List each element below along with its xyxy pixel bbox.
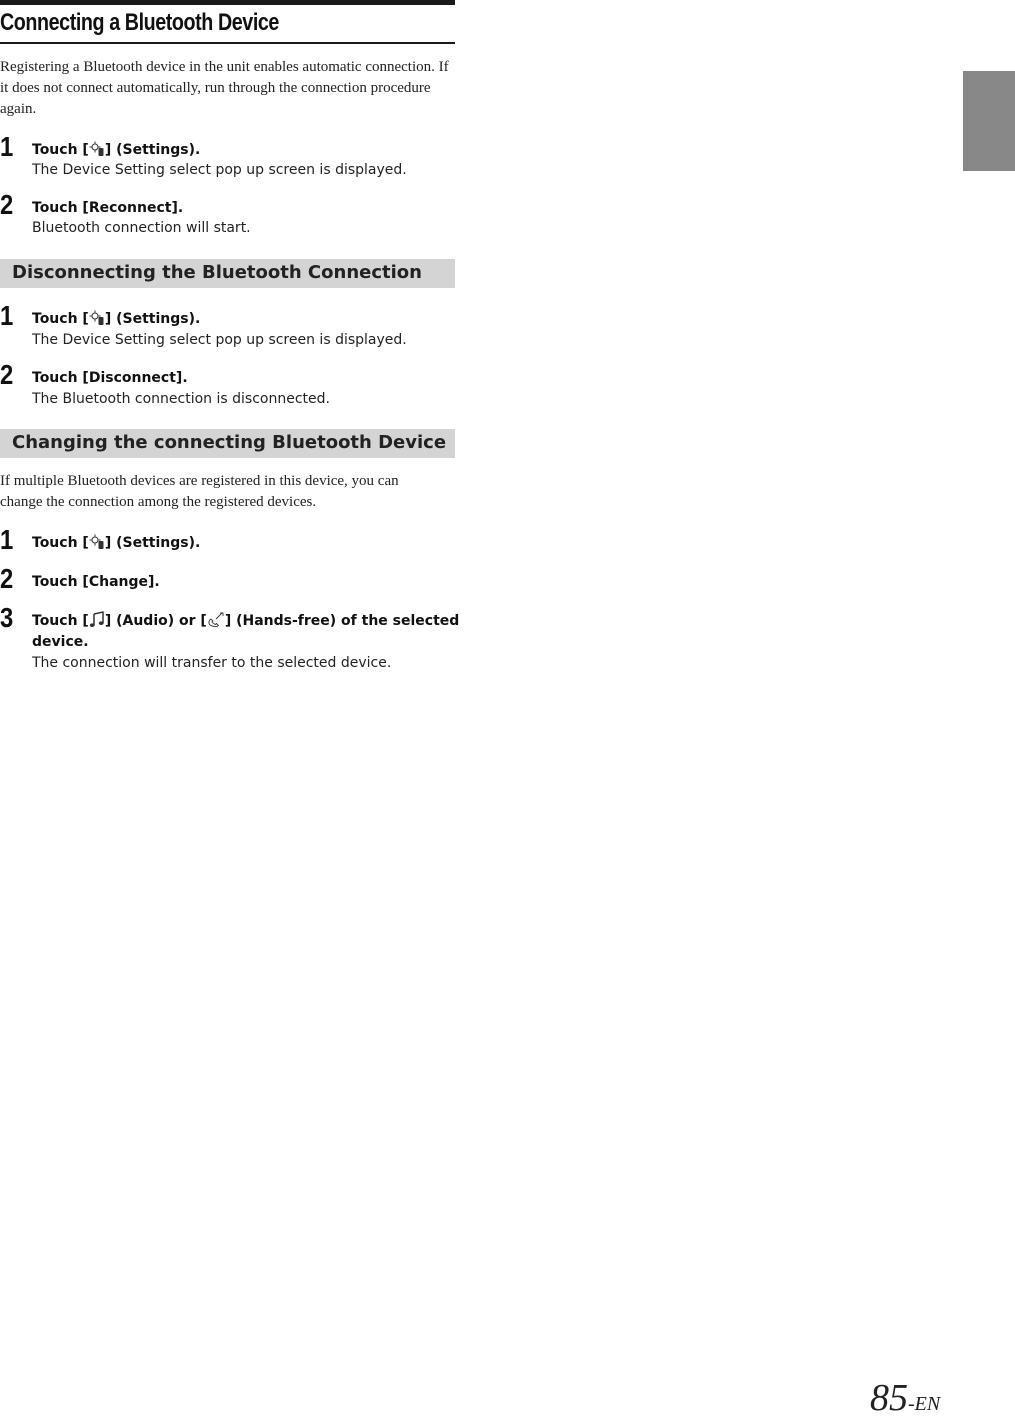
step-description: The Device Setting select pop up screen is displayed.: [32, 162, 407, 178]
section-heading-changing: [0, 429, 455, 458]
intro-paragraph: Registering a Bluetooth device in the unit enables automatic connection. If it does not connect automatically, run through the connection procedure again.: [0, 59, 449, 117]
step-description: The Bluetooth connection is disconnected.: [32, 391, 330, 407]
music-note-icon: [89, 611, 105, 635]
step-number: 3: [0, 602, 14, 633]
step-instruction: Touch [Reconnect].: [32, 200, 184, 216]
step-number: 1: [0, 524, 14, 555]
settings-gear-phone-icon: [89, 534, 105, 557]
step-number: 2: [0, 359, 14, 390]
page-number: 85-EN: [870, 1377, 941, 1419]
step-instruction-continued: device.: [32, 634, 89, 650]
step-instruction: Touch [ ] (Settings).: [32, 140, 200, 164]
phone-handset-icon: [207, 611, 225, 635]
step-number: 1: [0, 300, 14, 331]
step-instruction: Touch [ ] (Settings).: [32, 533, 200, 557]
section-heading-text: Disconnecting the Bluetooth Connection: [12, 262, 422, 283]
section-intro-paragraph: If multiple Bluetooth devices are registered in this device, you can change the connection among the registered devices.: [0, 473, 399, 510]
step-number: 2: [0, 189, 14, 220]
step-description: The Device Setting select pop up screen is displayed.: [32, 332, 407, 348]
step-description: The connection will transfer to the selected device.: [32, 655, 392, 671]
step-instruction: Touch [Disconnect].: [32, 370, 188, 386]
page-title: Connecting a Bluetooth Device: [0, 6, 455, 44]
step-description: Bluetooth connection will start.: [32, 220, 251, 236]
step-number: 2: [0, 563, 14, 594]
section-heading-text: Changing the connecting Bluetooth Device: [12, 432, 447, 453]
step-instruction: Touch [ ] (Audio) or [ ] (Hands-free) of the selected: [32, 611, 459, 635]
title-rule-top: [0, 0, 455, 5]
chapter-tab: [963, 71, 1015, 171]
step-instruction: Touch [Change].: [32, 574, 160, 590]
step-instruction: Touch [ ] (Settings).: [32, 309, 200, 333]
section-heading-disconnecting: [0, 259, 455, 288]
step-number: 1: [0, 131, 14, 162]
